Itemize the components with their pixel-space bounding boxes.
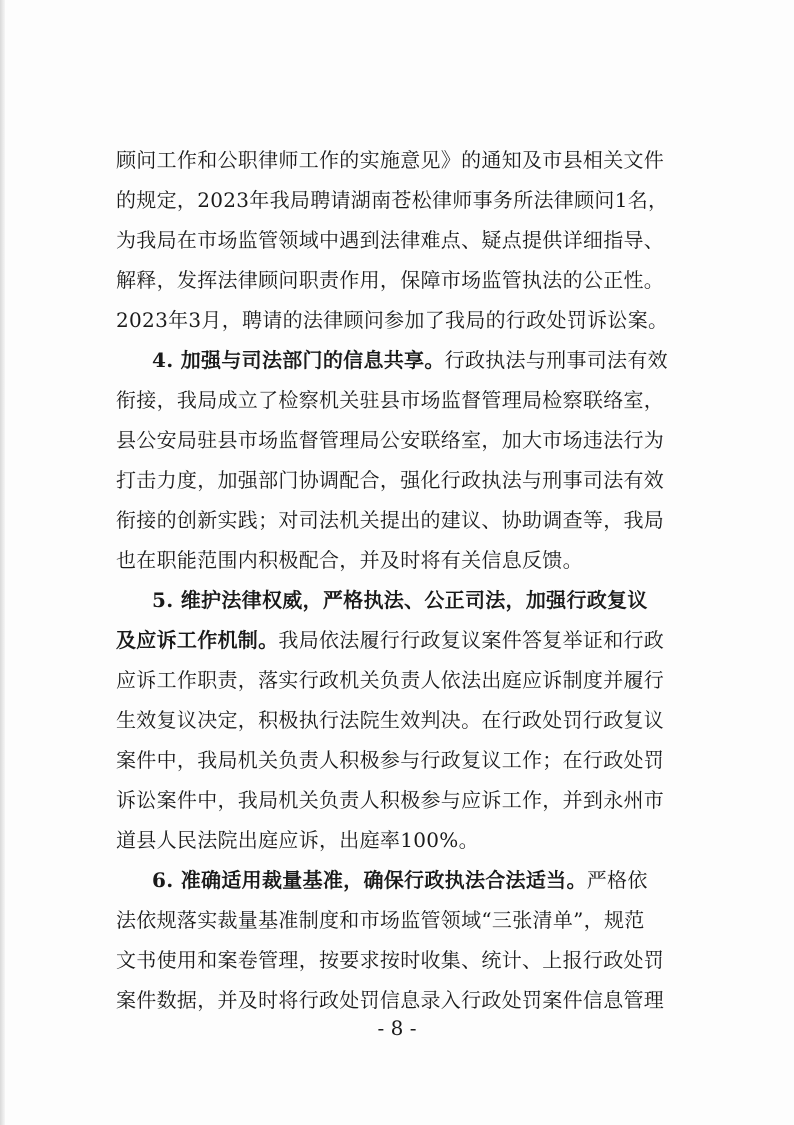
body-line: 为我局在市场监管领域中遇到法律难点、疑点提供详细指导、 — [116, 228, 665, 252]
paragraph-first-line — [116, 860, 688, 900]
body-line: 文书使用和案卷管理，按要求按时收集、统计、上报行政处罚 — [116, 948, 665, 972]
body-line: 案件中，我局机关负责人积极参与行政复议工作；在行政处罚 — [116, 748, 665, 772]
paragraph-continuation — [116, 140, 688, 340]
page-number: - 8 - — [377, 1016, 417, 1040]
paragraph-5 — [116, 580, 688, 860]
body-line: 县公安局驻县市场监督管理局公安联络室，加大市场违法行为 — [116, 428, 665, 452]
body-line: 应诉工作职责，落实行政机关负责人依法出庭应诉制度并履行 — [116, 668, 665, 692]
paragraph-first-line — [116, 340, 688, 380]
section-heading: 5. 维护法律权威，严格执法、公正司法，加强行政复议 — [152, 588, 648, 612]
paragraph-6 — [116, 860, 688, 1020]
body-line: 解释，发挥法律顾问职责作用，保障市场监管执法的公正性。 — [116, 268, 665, 292]
body-line: 道县人民法院出庭应诉，出庭率100%。 — [116, 828, 479, 852]
body-text: 我局依法履行行政复议案件答复举证和行政 — [278, 628, 665, 652]
body-line: 法依规落实裁量基准制度和市场监管领域“三张清单”，规范 — [116, 908, 645, 932]
body-text: 行政执法与刑事司法有效 — [444, 348, 668, 372]
body-line: 2023年3月，聘请的法律顾问参加了我局的行政处罚诉讼案。 — [116, 308, 669, 332]
body-line: 诉讼案件中，我局机关负责人积极参与应诉工作，并到永州市 — [116, 788, 665, 812]
body-line: 案件数据，并及时将行政处罚信息录入行政处罚案件信息管理 — [116, 988, 665, 1012]
body-line: 生效复议决定，积极执行法院生效判决。在行政处罚行政复议 — [116, 708, 665, 732]
document-body — [116, 140, 688, 1020]
body-line: 的规定，2023年我局聘请湖南苍松律师事务所法律顾问1名， — [116, 188, 669, 212]
body-line: 顾问工作和公职律师工作的实施意见》的通知及市县相关文件 — [116, 148, 665, 172]
body-text: 严格依 — [586, 868, 648, 892]
body-line: 也在职能范围内积极配合，并及时将有关信息反馈。 — [116, 548, 583, 572]
section-heading-continued: 及应诉工作机制。 — [116, 628, 279, 652]
paragraph-4 — [116, 340, 688, 580]
section-heading: 6. 准确适用裁量基准，确保行政执法合法适当。 — [152, 868, 587, 892]
body-line: 衔接，我局成立了检察机关驻县市场监督管理局检察联络室， — [116, 388, 665, 412]
body-line: 衔接的创新实践；对司法机关提出的建议、协助调查等，我局 — [116, 508, 665, 532]
body-line: 打击力度，加强部门协调配合，强化行政执法与刑事司法有效 — [116, 468, 665, 492]
paragraph-second-line — [116, 620, 688, 660]
scan-edge-shadow — [0, 0, 5, 1125]
section-heading: 4. 加强与司法部门的信息共享。 — [152, 348, 445, 372]
